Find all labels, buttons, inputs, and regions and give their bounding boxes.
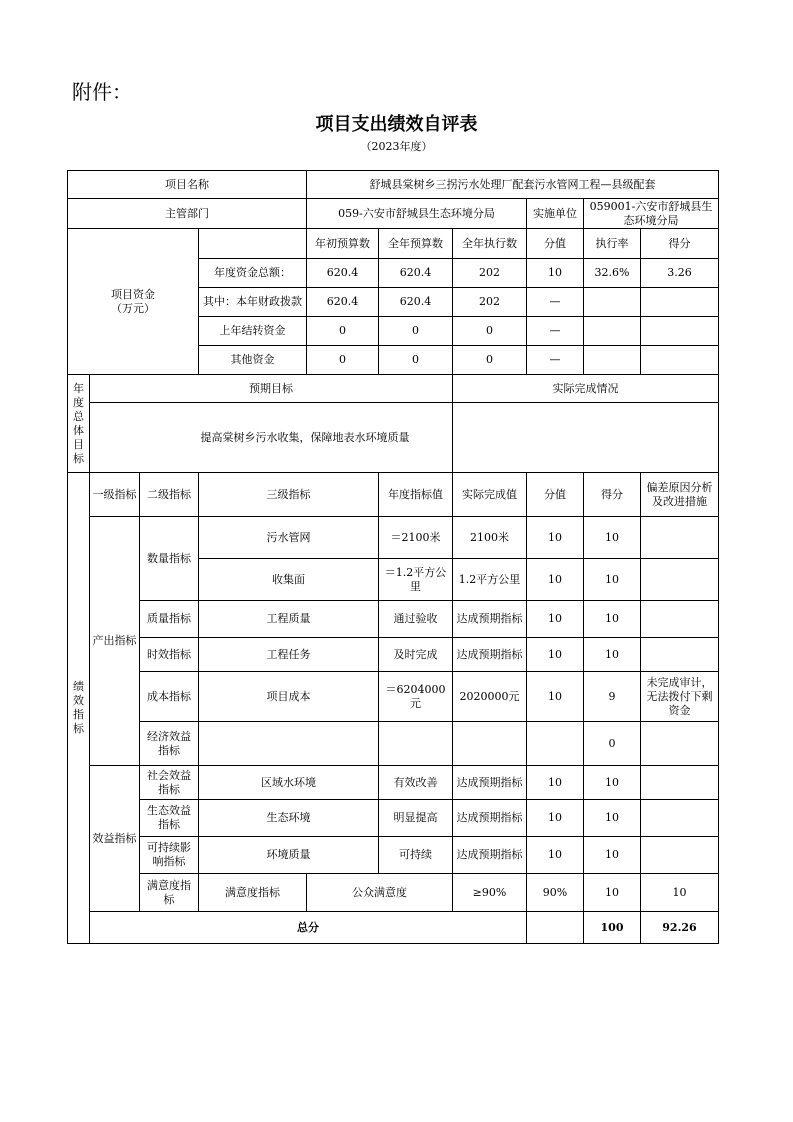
perf-header-row	[68, 473, 719, 517]
dept-label: 主管部门	[68, 199, 307, 229]
perf-row	[68, 672, 719, 722]
funds-score	[641, 288, 719, 317]
l2-indicator: 质量指标	[140, 601, 199, 638]
note-value	[641, 638, 719, 672]
l3-indicator: 生态环境	[199, 800, 379, 837]
funds-exec: 0	[453, 346, 527, 375]
perf-row	[68, 722, 719, 766]
funds-header: 年初预算数	[307, 229, 379, 259]
total-score: 92.26	[641, 912, 719, 944]
attachment-label: 附件：	[72, 80, 132, 104]
funds-row-name: 其中：本年财政拨款	[199, 288, 307, 317]
score-value: 9	[584, 672, 641, 722]
total-row	[68, 912, 719, 944]
score-value: 10	[584, 837, 641, 874]
project-row	[68, 171, 719, 199]
perf-row	[68, 601, 719, 638]
note-value	[641, 722, 719, 766]
funds-label: 项目资金 （万元）	[68, 229, 199, 375]
actual-value: 达成预期指标	[453, 837, 527, 874]
perf-header: 分值	[527, 473, 584, 517]
funds-row-name: 年度资金总额：	[199, 259, 307, 288]
output-indicator-label: 产出指标	[90, 517, 140, 766]
perf-header: 二级指标	[140, 473, 199, 517]
note-value	[641, 800, 719, 837]
note-value	[641, 517, 719, 559]
actual-value	[453, 722, 527, 766]
score-value: 10	[584, 559, 641, 601]
funds-annual: 620.4	[379, 259, 453, 288]
funds-exec: 0	[453, 317, 527, 346]
l3-indicator: 公众满意度	[307, 874, 453, 912]
funds-init: 0	[307, 346, 379, 375]
total-label: 总分	[90, 912, 527, 944]
funds-rate	[584, 317, 641, 346]
weight-value: 10	[527, 638, 584, 672]
funds-row-name: 其他资金	[199, 346, 307, 375]
target-value: 通过验收	[379, 601, 453, 638]
l3-indicator: 区域水环境	[199, 766, 379, 800]
score-value: 10	[584, 766, 641, 800]
l3-indicator: 项目成本	[199, 672, 379, 722]
perf-header: 得分	[584, 473, 641, 517]
l3-indicator	[199, 722, 379, 766]
target-value: 有效改善	[379, 766, 453, 800]
actual-value: 2020000元	[453, 672, 527, 722]
funds-weight: —	[527, 317, 584, 346]
target-value: ＝1.2平方公里	[379, 559, 453, 601]
funds-header: 执行率	[584, 229, 641, 259]
funds-rate	[584, 346, 641, 375]
funds-header: 全年预算数	[379, 229, 453, 259]
l2-indicator: 可持续影响指标	[140, 837, 199, 874]
l2-indicator: 生态效益指标	[140, 800, 199, 837]
perf-header: 三级指标	[199, 473, 379, 517]
weight-value: 10	[527, 517, 584, 559]
l3-indicator: 工程质量	[199, 601, 379, 638]
actual-value: 2100米	[453, 517, 527, 559]
weight-value: 10	[527, 800, 584, 837]
funds-init: 620.4	[307, 288, 379, 317]
perf-row	[68, 874, 719, 912]
dept-value: 059-六安市舒城县生态环境分局	[307, 199, 527, 229]
actual-value: 1.2平方公里	[453, 559, 527, 601]
funds-exec: 202	[453, 288, 527, 317]
note-value	[641, 766, 719, 800]
target-value: ＝6204000元	[379, 672, 453, 722]
impl-unit-label: 实施单位	[527, 199, 584, 229]
funds-init: 0	[307, 317, 379, 346]
note-value	[641, 601, 719, 638]
perf-row	[68, 800, 719, 837]
target-value: ≥90%	[453, 874, 527, 912]
perf-header: 年度指标值	[379, 473, 453, 517]
l3-indicator: 环境质量	[199, 837, 379, 874]
impl-unit-value: 059001-六安市舒城县生态环境分局	[584, 199, 719, 229]
score-value: 10	[584, 638, 641, 672]
funds-exec: 202	[453, 259, 527, 288]
weight-value: 10	[584, 874, 641, 912]
target-value: 可持续	[379, 837, 453, 874]
funds-annual: 0	[379, 317, 453, 346]
actual-value: 达成预期指标	[453, 638, 527, 672]
funds-init: 620.4	[307, 259, 379, 288]
funds-header: 得分	[641, 229, 719, 259]
note-value	[641, 559, 719, 601]
score-value: 10	[584, 517, 641, 559]
target-value: 及时完成	[379, 638, 453, 672]
l2-indicator: 满意度指标	[199, 874, 307, 912]
weight-value: 10	[527, 837, 584, 874]
goals-header-row	[68, 375, 719, 403]
actual-value: 达成预期指标	[453, 766, 527, 800]
funds-header: 分值	[527, 229, 584, 259]
funds-weight: —	[527, 288, 584, 317]
funds-rate	[584, 288, 641, 317]
target-value	[379, 722, 453, 766]
perf-row	[68, 638, 719, 672]
funds-weight: —	[527, 346, 584, 375]
dept-row	[68, 199, 719, 229]
funds-score: 3.26	[641, 259, 719, 288]
actual-value: 达成预期指标	[453, 601, 527, 638]
total-weight: 100	[584, 912, 641, 944]
funds-weight: 10	[527, 259, 584, 288]
l3-indicator: 工程任务	[199, 638, 379, 672]
evaluation-table	[67, 170, 719, 944]
l3-indicator: 收集面	[199, 559, 379, 601]
score-value: 10	[584, 601, 641, 638]
l2-indicator: 社会效益指标	[140, 766, 199, 800]
note-value: 未完成审计，无法拨付下剩资金	[641, 672, 719, 722]
funds-score	[641, 346, 719, 375]
satisfaction-indicator-label: 满意度指标	[140, 874, 199, 912]
perf-row	[68, 837, 719, 874]
weight-value: 10	[527, 766, 584, 800]
l2-indicator: 时效指标	[140, 638, 199, 672]
weight-value: 10	[527, 559, 584, 601]
score-value: 10	[641, 874, 719, 912]
weight-value: 10	[527, 601, 584, 638]
actual-completion-label: 实际完成情况	[453, 375, 719, 403]
perf-label: 绩效指标	[68, 473, 90, 944]
funds-header-row	[68, 229, 719, 259]
perf-row	[68, 517, 719, 559]
l2-indicator: 成本指标	[140, 672, 199, 722]
project-name-label: 项目名称	[68, 171, 307, 199]
score-value: 0	[584, 722, 641, 766]
perf-header: 一级指标	[90, 473, 140, 517]
note-value	[641, 837, 719, 874]
perf-row	[68, 766, 719, 800]
goals-label: 年度总体目标	[68, 375, 90, 473]
funds-annual: 620.4	[379, 288, 453, 317]
target-value: ＝2100米	[379, 517, 453, 559]
project-name-value: 舒城县棠树乡三拐污水处理厂配套污水管网工程—县级配套	[307, 171, 719, 199]
l3-indicator: 污水管网	[199, 517, 379, 559]
expected-goal-label: 预期目标	[90, 375, 453, 403]
benefit-indicator-label: 效益指标	[90, 766, 140, 912]
target-value: 明显提高	[379, 800, 453, 837]
l2-indicator: 经济效益指标	[140, 722, 199, 766]
funds-row-name: 上年结转资金	[199, 317, 307, 346]
perf-header: 偏差原因分析及改进措施	[641, 473, 719, 517]
actual-value: 90%	[527, 874, 584, 912]
expected-goal-text: 提高棠树乡污水收集，保障地表水环境质量	[90, 403, 453, 473]
score-value: 10	[584, 800, 641, 837]
funds-score	[641, 317, 719, 346]
year-subtitle: （2023年度）	[360, 140, 433, 153]
funds-annual: 0	[379, 346, 453, 375]
quantity-indicator-label: 数量指标	[140, 517, 199, 601]
weight-value	[527, 722, 584, 766]
funds-rate: 32.6%	[584, 259, 641, 288]
funds-header: 全年执行数	[453, 229, 527, 259]
actual-completion-text	[453, 403, 719, 473]
funds-header-blank	[199, 229, 307, 259]
actual-value: 达成预期指标	[453, 800, 527, 837]
goals-row	[68, 403, 719, 473]
total-blank	[527, 912, 584, 944]
weight-value: 10	[527, 672, 584, 722]
page-title: 项目支出绩效自评表	[315, 114, 478, 135]
perf-header: 实际完成值	[453, 473, 527, 517]
